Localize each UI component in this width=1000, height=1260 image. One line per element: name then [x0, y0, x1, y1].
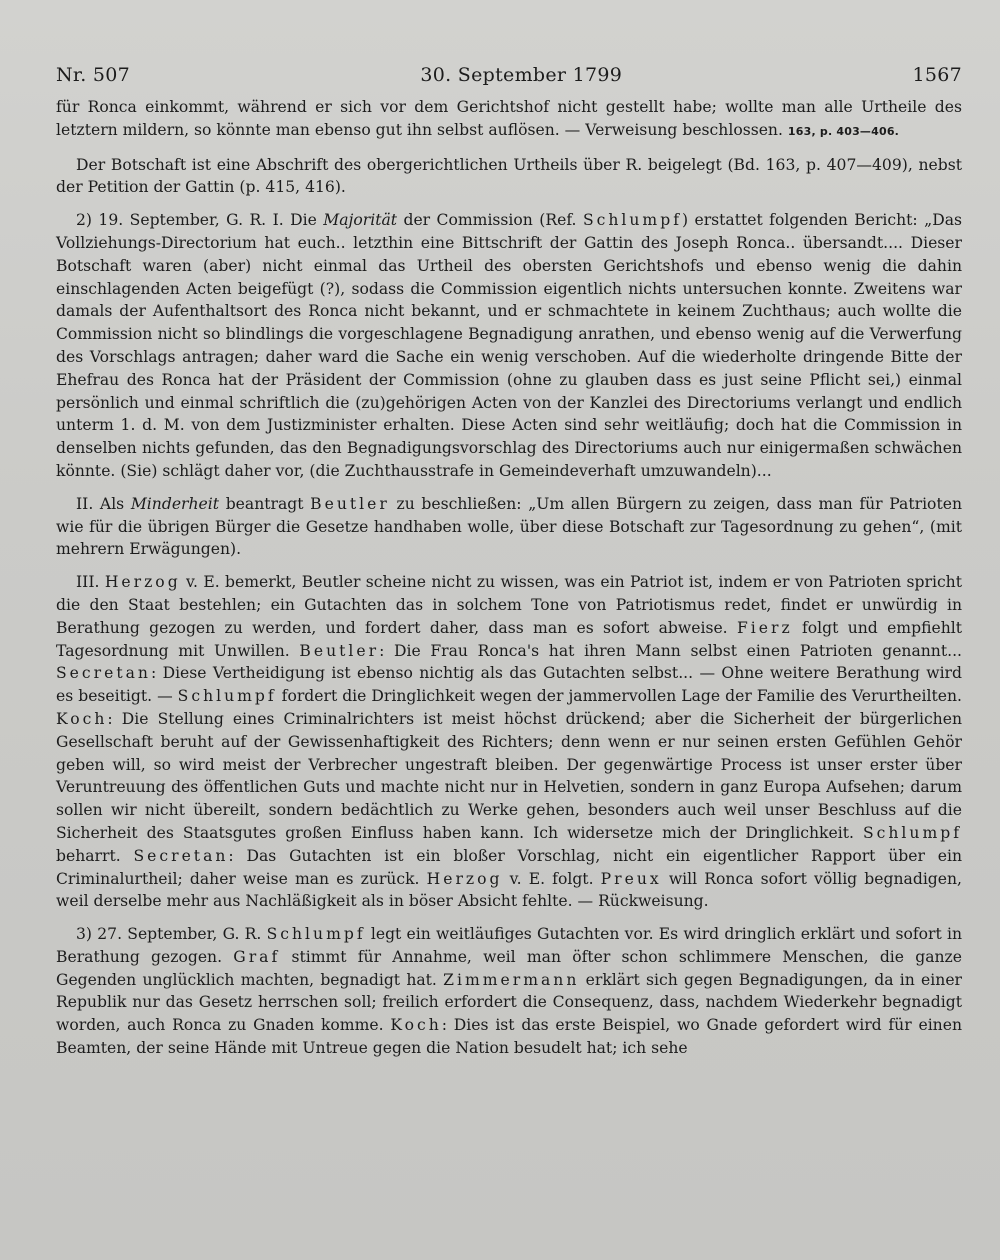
text-run: v. E. folgt. — [502, 869, 601, 888]
text-run: folgt und empfiehlt Tagesordnung mit Unwillen. — [56, 618, 962, 660]
text-run: : Die Frau Ronca's hat ihren Mann selbst einen Patrioten genannt... — [379, 641, 962, 660]
paragraph-botschaft-note — [56, 154, 962, 200]
spaced-name: Koch — [56, 709, 108, 728]
spaced-name: Fierz — [736, 618, 793, 637]
text-run: II. Als — [76, 494, 131, 513]
text-run: stimmt für Annahme, weil man öfter schon schlimmere Menschen, die ganze Gegenden unglücklich machten, begnadigt hat. — [56, 947, 962, 989]
text-run: beharrt. — [56, 846, 134, 865]
paragraph-continuation — [56, 96, 962, 144]
text-run: : Dies ist das erste Beispiel, wo Gnade gefordert wird für einen Beamten, der seine Hände mit Untreue gegen die Nation besudelt hat; ich sehe — [56, 1016, 962, 1058]
italic-term: Majorität — [323, 211, 398, 230]
text-run: beantragt — [219, 494, 311, 513]
spaced-name: Preux — [600, 869, 662, 888]
text-run: legt ein weitläufiges Gutachten vor. Es wird dringlich erklärt und sofort in Berathung gezogen. — [56, 925, 962, 966]
paragraph-minority — [56, 493, 962, 561]
text-run: 2) 19. September, G. R. I. Die — [76, 211, 324, 230]
text-run: ) erstattet folgenden Bericht: „Das Vollziehungs-Directorium hat euch.. letzthin eine Bittschrift der Gattin des Joseph Ronca.. übersandt.... Dieser Botschaft waren (aber) nicht einmal das Urtheil des obersten Gerichtshofs und ebenso wenig die dahin einschlagenden Acten beigefügt (?), sodass die Commission eigentlich nichts untersuchen konnte. Zweitens war damals der Aufenthaltsort des Ronca nicht bekannt, und er schmachtete in keinem Zuchthaus; auch wollte die Commission nicht so blindlings die vorgeschlagene Begnadigung anrathen, und ebenso wenig auf die Verwerfung des Vorschlags antragen; daher ward die Sache ein wenig verschoben. Auf die wiederholte dringende Bitte der Ehefrau des Ronca hat der Präsident der Commission (ohne zu glauben dass es just seine Pflicht sei,) einmal persönlich und einmal schriftlich die (zu)gehörigen Acten von der Kanzlei des Directoriums verlangt und endlich unterm 1. d. M. von dem Justizminister erhalten. Diese Acten sind sehr weitläufig; doch hat die Commission in denselben nichts gefunden, das den Begnadigungsvorschlag des Directoriums auch nur einigermaßen schwächen könnte. (Sie) schlägt daher vor, (die Zuchthausstrafe in Gemeindeverhaft umzuwandeln)... — [56, 211, 962, 480]
text-run: : Die Stellung eines Criminalrichters ist meist höchst drückend; aber die Sicherheit der bürgerlichen Gesellschaft beruht auf der Gewissenhaftigkeit des Richters; denn wenn er nur seinen ersten Gefühlen Gehör geben will, so wird meist der Verbrecher ungestraft bleiben. Der gegenwärtige Process ist unser erster über Veruntreuung des öffentlichen Guts und machte nicht nur in Helvetien, sondern in ganz Europa Aufsehen; darum sollen wir nicht übereilt, sondern bedächtlich zu Werke gehen, besonders auch weil unser Beschluss auf die Sicherheit des Staatsgutes großen Einfluss haben kann. Ich widersetze mich der Dringlichkeit. — [56, 709, 962, 842]
spaced-name: Beutler — [299, 641, 380, 660]
spaced-name: Herzog — [104, 573, 181, 592]
page-header — [56, 64, 962, 86]
spaced-name: Schlumpf — [582, 211, 682, 230]
text-run: III. — [76, 573, 105, 592]
spaced-name: Schlumpf — [177, 687, 277, 706]
text-run: erklärt sich gegen Begnadigungen, da in einer Republik nur das Gesetz herrschen soll; freilich erfordert die Consequenz, dass, nachdem Wiederkehr begnadigt worden, auch Ronca zu Gnaden komme. — [56, 970, 962, 1035]
page-number: 1567 — [912, 64, 962, 86]
text-run: : Das Gutachten ist ein bloßer Vorschlag, nicht ein eigentlicher Rapport über ein Criminalurtheil; daher weise man es zurück. — [56, 846, 962, 888]
text-run: v. E. bemerkt, Beutler scheine nicht zu wissen, was ein Patriot ist, indem er von Patrioten spricht die den Staat bestehlen; ein Gutachten das in solchem Tone von Patriotismus redet, findet er unwürdig in Berathung gezogen zu werden, und fordert daher, dass man es sofort abweise. — [56, 573, 962, 637]
document-number: Nr. 507 — [56, 64, 131, 86]
text-run: der Commission (Ref. — [397, 211, 583, 230]
spaced-name: Zimmermann — [443, 970, 580, 989]
text-run: für Ronca einkommt, während er sich vor dem Gerichtshof nicht gestellt habe; wollte man alle Urtheile des letztern mildern, so könnte man ebenso gut ihn selbst auflösen. — Verweisung beschlossen. — [56, 98, 962, 139]
body-text — [56, 96, 962, 1060]
spaced-name: Beutler — [310, 494, 390, 513]
text-run: Der Botschaft ist eine Abschrift des obergerichtlichen Urtheils über R. beigelegt (Bd. 163, p. 407—409), nebst der Petition der Gattin (p. 415, 416). — [56, 155, 962, 197]
text-run: fordert die Dringlichkeit wegen der jammervollen Lage der Familie des Verurtheilten. — [276, 687, 962, 706]
spaced-name: Schlumpf — [862, 823, 962, 842]
spaced-name: Koch — [390, 1016, 442, 1035]
paragraph-section-2 — [56, 209, 962, 483]
text-run: : Diese Vertheidigung ist ebenso nichtig als das Gutachten selbst... — Ohne weitere Berathung wird es beseitigt. — — [56, 664, 962, 706]
paragraph-section-3 — [56, 923, 962, 1060]
spaced-name: Secretan — [56, 664, 151, 683]
page-date: 30. September 1799 — [420, 64, 623, 86]
text-run: zu beschließen: „Um allen Bürgern zu zeigen, dass man für Patrioten wie für die übrigen Bürger die Gesetze handhaben wolle, über diese Botschaft zur Tagesordnung zu gehen“, (mit mehrern Erwägungen). — [56, 494, 962, 559]
spaced-name: Secretan — [133, 846, 229, 865]
italic-term: Minderheit — [130, 494, 220, 513]
source-reference: 163, p. 403—406. — [787, 124, 900, 138]
spaced-name: Herzog — [426, 869, 503, 888]
text-run: 3) 27. September, G. R. — [76, 925, 267, 944]
text-run: will Ronca sofort völlig begnadigen, weil derselbe mehr aus Nachläßigkeit als in böser Absicht fehlte. — Rückweisung. — [56, 869, 963, 911]
spaced-name: Graf — [233, 947, 281, 966]
spaced-name: Schlumpf — [266, 925, 366, 944]
paragraph-debate — [56, 571, 962, 913]
